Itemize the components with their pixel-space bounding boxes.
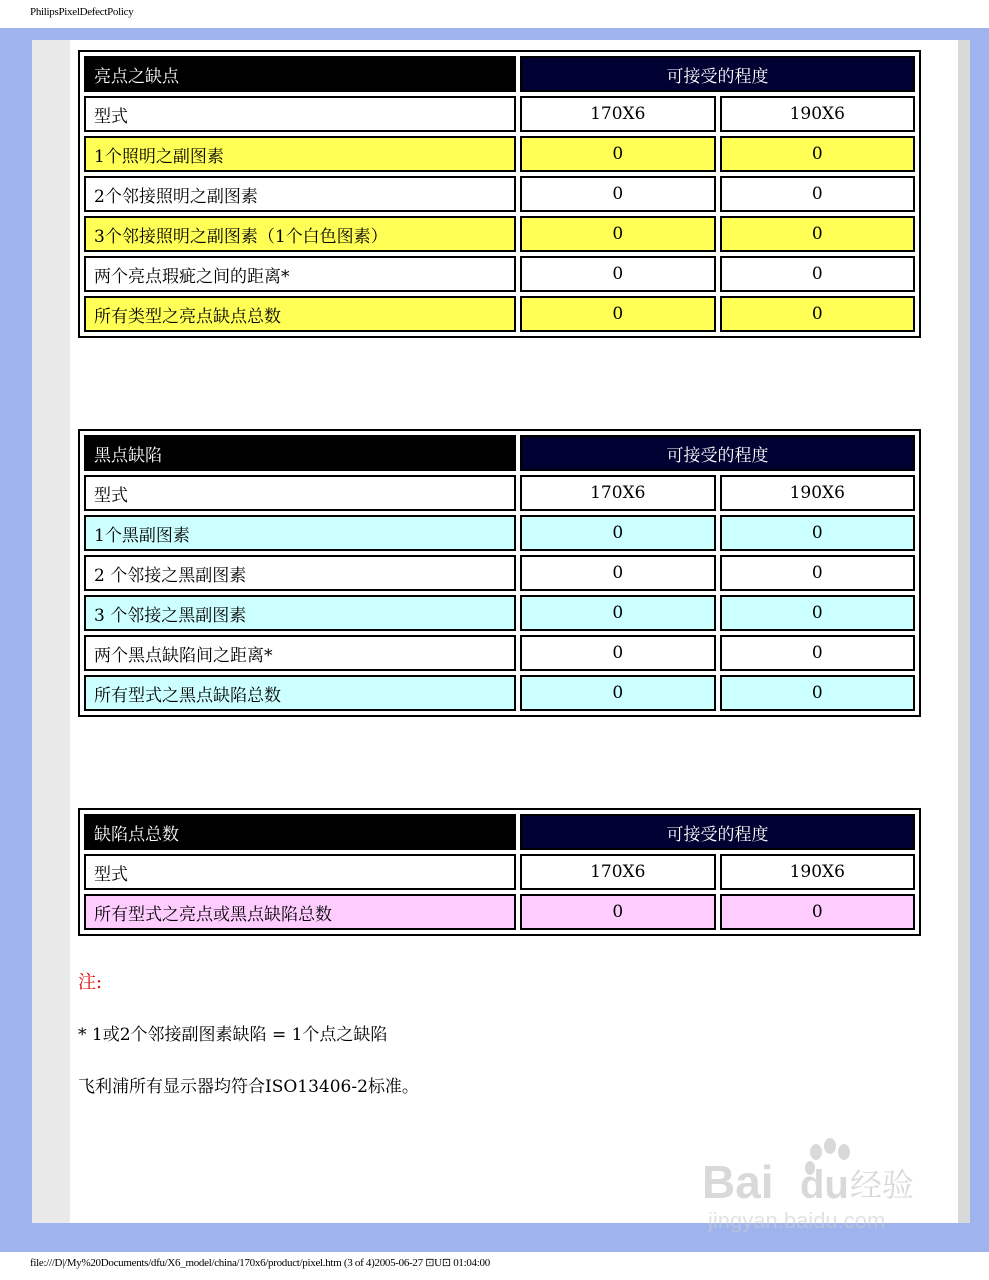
- table-row: [84, 216, 915, 252]
- right-scroll-strip: [958, 40, 970, 1223]
- row-value-170x6: 0: [520, 675, 716, 711]
- table-row: [84, 176, 915, 212]
- table-row: [84, 136, 915, 172]
- row-value-170x6: 0: [520, 136, 716, 172]
- row-value-190x6: 0: [720, 176, 916, 212]
- model-170x6: 170X6: [520, 96, 716, 132]
- model-label: 型式: [84, 96, 516, 132]
- total-defects-table: [78, 808, 921, 936]
- row-value-170x6: 0: [520, 595, 716, 631]
- table-row: [84, 595, 915, 631]
- row-label: 3 个邻接之黑副图素: [84, 595, 516, 631]
- table-heading: 缺陷点总数: [84, 814, 516, 850]
- row-label: 2 个邻接之黑副图素: [84, 555, 516, 591]
- model-190x6: 190X6: [720, 475, 916, 511]
- row-label: 两个黑点缺陷间之距离*: [84, 635, 516, 671]
- row-value-170x6: 0: [520, 555, 716, 591]
- note-line-standard: 飞利浦所有显示器均符合ISO13406-2标准。: [78, 1077, 419, 1097]
- row-value-190x6: 0: [720, 894, 916, 930]
- row-value-170x6: 0: [520, 176, 716, 212]
- row-value-170x6: 0: [520, 515, 716, 551]
- row-value-190x6: 0: [720, 216, 916, 252]
- note-line-adjacent: * 1或2个邻接副图素缺陷 = 1个点之缺陷: [78, 1025, 388, 1045]
- model-190x6: 190X6: [720, 854, 916, 890]
- row-label: 所有型式之亮点或黑点缺陷总数: [84, 894, 516, 930]
- table-row: [84, 555, 915, 591]
- row-value-190x6: 0: [720, 555, 916, 591]
- table-row: [84, 296, 915, 332]
- table-heading: 黑点缺陷: [84, 435, 516, 471]
- row-value-190x6: 0: [720, 136, 916, 172]
- table-heading: 亮点之缺点: [84, 56, 516, 92]
- table-row: [84, 515, 915, 551]
- acceptable-level-header: 可接受的程度: [520, 56, 915, 92]
- dark-dot-table: [78, 429, 921, 717]
- row-label: 所有类型之亮点缺点总数: [84, 296, 516, 332]
- model-170x6: 170X6: [520, 854, 716, 890]
- row-value-190x6: 0: [720, 595, 916, 631]
- row-value-170x6: 0: [520, 296, 716, 332]
- row-value-170x6: 0: [520, 256, 716, 292]
- row-value-190x6: 0: [720, 296, 916, 332]
- model-label: 型式: [84, 475, 516, 511]
- row-label: 1个黑副图素: [84, 515, 516, 551]
- bright-dot-table: [78, 50, 921, 338]
- row-label: 3个邻接照明之副图素（1个白色图素）: [84, 216, 516, 252]
- row-value-170x6: 0: [520, 894, 716, 930]
- watermark-du: du: [800, 1163, 849, 1207]
- row-value-190x6: 0: [720, 675, 916, 711]
- row-value-170x6: 0: [520, 216, 716, 252]
- print-header: PhilipsPixelDefectPolicy: [30, 6, 134, 18]
- row-label: 2个邻接照明之副图素: [84, 176, 516, 212]
- model-label: 型式: [84, 854, 516, 890]
- model-190x6: 190X6: [720, 96, 916, 132]
- row-label: 所有型式之黑点缺陷总数: [84, 675, 516, 711]
- watermark-url: jingyan.baidu.com: [708, 1208, 886, 1233]
- acceptable-level-header: 可接受的程度: [520, 814, 915, 850]
- model-170x6: 170X6: [520, 475, 716, 511]
- row-value-170x6: 0: [520, 635, 716, 671]
- row-label: 1个照明之副图素: [84, 136, 516, 172]
- watermark-bai: Bai: [702, 1156, 774, 1208]
- acceptable-level-header: 可接受的程度: [520, 435, 915, 471]
- baidu-watermark: [700, 1128, 940, 1238]
- watermark-jingyan: 经验: [850, 1166, 915, 1204]
- table-row: [84, 635, 915, 671]
- table-row: [84, 675, 915, 711]
- note-title: 注:: [78, 972, 103, 993]
- print-footer: file:///D|/My%20Documents/dfu/X6_model/china/170x6/product/pixel.htm (3 of 4)2005-06-27 ⊡U⊡ 01:04:00: [30, 1257, 490, 1269]
- row-value-190x6: 0: [720, 515, 916, 551]
- row-label: 两个亮点瑕疵之间的距离*: [84, 256, 516, 292]
- row-value-190x6: 0: [720, 256, 916, 292]
- table-row: [84, 894, 915, 930]
- row-value-190x6: 0: [720, 635, 916, 671]
- table-row: [84, 256, 915, 292]
